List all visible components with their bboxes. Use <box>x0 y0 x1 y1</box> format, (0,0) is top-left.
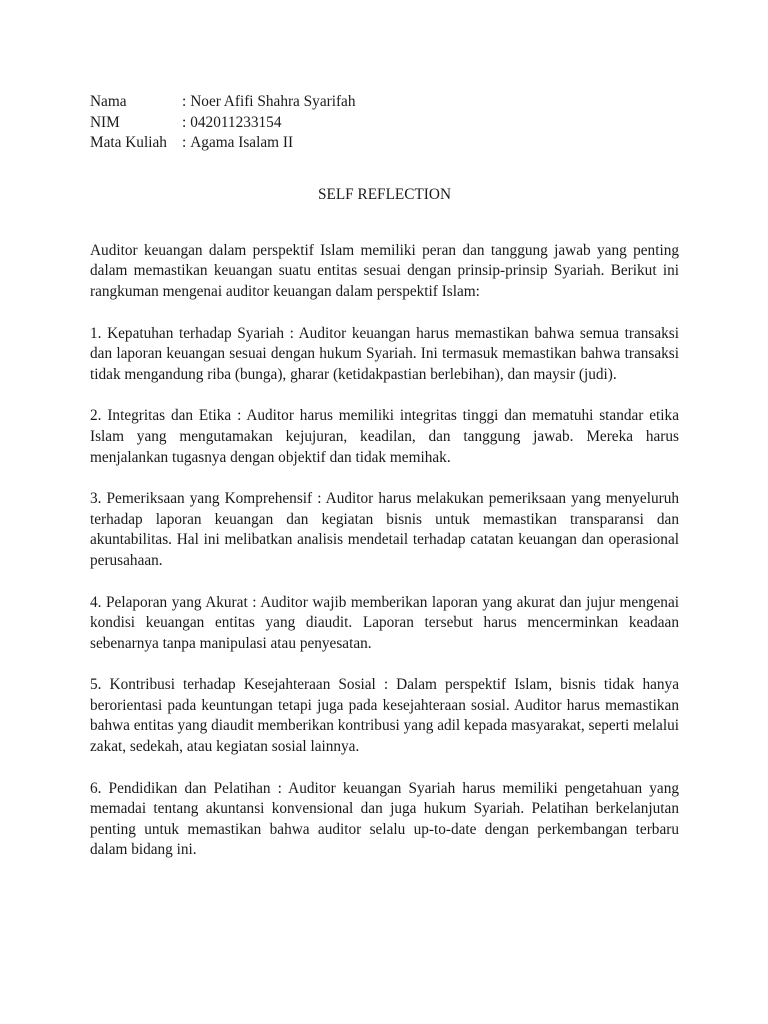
point-paragraph-3: 3. Pemeriksaan yang Komprehensif : Auditor harus melakukan pemeriksaan yang menyeluruh terhadap laporan keuangan dan kegiatan bisnis untuk memastikan transparansi dan akuntabilitas. Hal ini melibatkan analisis mendetail terhadap catatan keuangan dan operasional perusahaan. <box>90 490 679 569</box>
student-info-header <box>90 92 679 154</box>
header-separator: : <box>182 134 187 152</box>
point-paragraph-2: 2. Integritas dan Etika : Auditor harus memiliki integritas tinggi dan mematuhi standar etika Islam yang mengutamakan kejujuran, keadilan, dan tanggung jawab. Mereka harus menjalankan tugasnya dengan objektif dan tidak memihak. <box>90 407 679 466</box>
header-separator: : <box>182 113 187 131</box>
point-paragraph-5: 5. Kontribusi terhadap Kesejahteraan Sosial : Dalam perspektif Islam, bisnis tidak hanya berorientasi pada keuntungan tetapi juga pada kesejahteraan sosial. Auditor harus memastikan bahwa entitas yang diaudit memberikan kontribusi yang adil kepada masyarakat, seperti melalui zakat, sedekah, atau kegiatan sosial lainnya. <box>90 676 679 756</box>
course-name: Agama Isalam II <box>190 134 294 152</box>
student-name: Noer Afifi Shahra Syarifah <box>190 93 356 110</box>
point-paragraph-1: 1. Kepatuhan terhadap Syariah : Auditor keuangan harus memastikan bahwa semua transaksi dan laporan keuangan sesuai dengan hukum Syariah. Ini termasuk memastikan bahwa transaksi tidak mengandung riba (bunga), gharar (ketidakpastian berlebihan), dan maysir (judi). <box>90 324 679 383</box>
header-label: NIM <box>90 113 120 131</box>
document-title: SELF REFLECTION <box>317 185 451 203</box>
student-nim: 042011233154 <box>190 113 282 131</box>
header-label: Nama <box>90 93 127 110</box>
student-info-row-name <box>90 92 679 113</box>
point-paragraph-4: 4. Pelaporan yang Akurat : Auditor wajib memberikan laporan yang akurat dan jujur mengenai kondisi keuangan entitas yang diaudit. Laporan tersebut harus mencerminkan keadaan sebenarnya tanpa manipulasi atau penyesatan. <box>90 593 679 652</box>
student-info-row-nim <box>90 113 679 134</box>
point-paragraph-6: 6. Pendidikan dan Pelatihan : Auditor keuangan Syariah harus memiliki pengetahuan yang memadai tentang akuntansi konvensional dan juga hukum Syariah. Pelatihan berkelanjutan penting untuk memastikan bahwa auditor selalu up-to-date dengan perkembangan terbaru dalam bidang ini. <box>90 779 679 859</box>
header-separator: : <box>182 93 187 110</box>
intro-paragraph: Auditor keuangan dalam perspektif Islam memiliki peran dan tanggung jawab yang penting dalam memastikan keuangan suatu entitas sesuai dengan prinsip-prinsip Syariah. Berikut ini rangkuman mengenai auditor keuangan dalam perspektif Islam: <box>90 241 679 300</box>
student-info-row-course <box>90 133 679 154</box>
header-label: Mata Kuliah <box>90 134 167 152</box>
